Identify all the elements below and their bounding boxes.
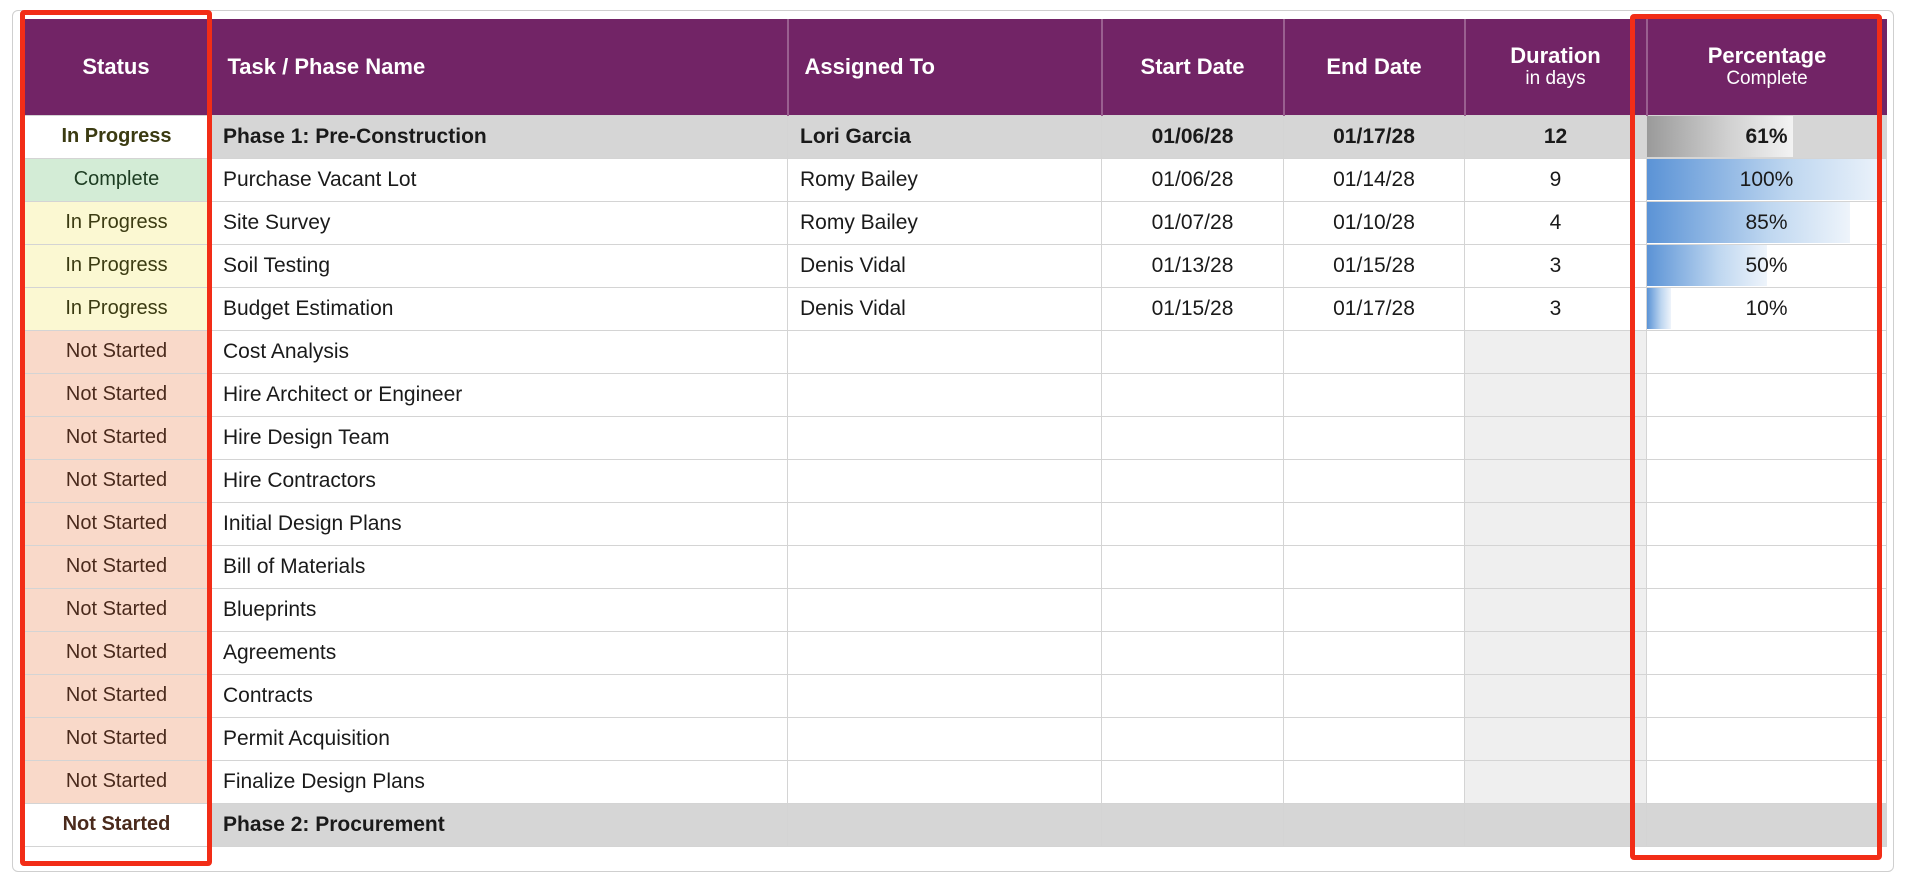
duration-cell[interactable]: 9 [1465, 158, 1647, 201]
percentage-complete-cell[interactable] [1647, 631, 1887, 674]
assigned-to-cell[interactable] [788, 545, 1102, 588]
status-badge[interactable]: In Progress [23, 287, 211, 330]
end-date-cell[interactable]: 01/17/28 [1284, 115, 1465, 158]
assigned-to-cell[interactable] [788, 631, 1102, 674]
task-name-cell[interactable]: Cost Analysis [211, 330, 788, 373]
assigned-to-cell[interactable]: Denis Vidal [788, 287, 1102, 330]
progress-bar-wrapper [1647, 116, 1886, 157]
table-body [23, 115, 1887, 846]
duration-cell[interactable] [1465, 674, 1647, 717]
start-date-cell[interactable] [1102, 674, 1284, 717]
progress-bar-wrapper [1647, 804, 1886, 845]
percentage-complete-cell[interactable] [1647, 330, 1887, 373]
assigned-to-cell[interactable] [788, 459, 1102, 502]
task-name-cell[interactable]: Site Survey [211, 201, 788, 244]
table-row [23, 803, 1887, 846]
assigned-to-cell[interactable] [788, 674, 1102, 717]
percentage-complete-cell[interactable] [1647, 674, 1887, 717]
table-row [23, 459, 1887, 502]
task-name-cell[interactable]: Phase 2: Procurement [211, 803, 788, 846]
assigned-to-cell[interactable] [788, 760, 1102, 803]
progress-bar-wrapper [1647, 718, 1886, 759]
progress-bar-wrapper [1647, 503, 1886, 544]
duration-cell[interactable] [1465, 373, 1647, 416]
start-date-cell[interactable] [1102, 803, 1284, 846]
start-date-cell[interactable]: 01/06/28 [1102, 115, 1284, 158]
end-date-cell[interactable] [1284, 502, 1465, 545]
start-date-cell[interactable] [1102, 373, 1284, 416]
end-date-cell[interactable] [1284, 459, 1465, 502]
percentage-complete-cell[interactable] [1647, 502, 1887, 545]
percentage-complete-cell[interactable] [1647, 760, 1887, 803]
progress-bar-wrapper [1647, 460, 1886, 501]
duration-cell[interactable] [1465, 803, 1647, 846]
percentage-complete-cell[interactable] [1647, 201, 1887, 244]
task-name-cell[interactable]: Hire Design Team [211, 416, 788, 459]
assigned-to-cell[interactable] [788, 717, 1102, 760]
project-plan-table-container [12, 10, 1894, 872]
task-name-cell[interactable]: Contracts [211, 674, 788, 717]
start-date-cell[interactable]: 01/06/28 [1102, 158, 1284, 201]
progress-label: 50% [1745, 253, 1788, 277]
task-name-cell[interactable]: Phase 1: Pre-Construction [211, 115, 788, 158]
start-date-cell[interactable] [1102, 588, 1284, 631]
assigned-to-cell[interactable] [788, 330, 1102, 373]
assigned-to-cell[interactable]: Romy Bailey [788, 201, 1102, 244]
percentage-complete-cell[interactable] [1647, 545, 1887, 588]
table-header [23, 19, 1887, 115]
status-badge[interactable]: Not Started [23, 631, 211, 674]
status-badge[interactable]: Not Started [23, 373, 211, 416]
progress-bar-wrapper [1647, 288, 1886, 329]
assigned-to-cell[interactable] [788, 588, 1102, 631]
status-badge[interactable]: In Progress [23, 244, 211, 287]
project-plan-table [22, 19, 1887, 847]
status-badge[interactable]: Not Started [23, 330, 211, 373]
start-date-cell[interactable] [1102, 631, 1284, 674]
progress-label: 10% [1745, 296, 1788, 320]
table-row [23, 717, 1887, 760]
percentage-complete-cell[interactable] [1647, 115, 1887, 158]
table-row [23, 545, 1887, 588]
percentage-complete-cell[interactable] [1647, 459, 1887, 502]
assigned-to-cell[interactable]: Lori Garcia [788, 115, 1102, 158]
duration-cell[interactable] [1465, 502, 1647, 545]
progress-bar-wrapper [1647, 589, 1886, 630]
status-badge[interactable]: Not Started [23, 545, 211, 588]
table-row [23, 760, 1887, 803]
status-badge[interactable]: In Progress [23, 201, 211, 244]
status-badge[interactable]: Not Started [23, 760, 211, 803]
task-name-cell[interactable]: Bill of Materials [211, 545, 788, 588]
progress-bar-wrapper [1647, 761, 1886, 802]
table-row [23, 158, 1887, 201]
percentage-complete-cell[interactable] [1647, 244, 1887, 287]
progress-label: 85% [1745, 210, 1788, 234]
status-badge[interactable]: Not Started [23, 717, 211, 760]
end-date-cell[interactable] [1284, 416, 1465, 459]
assigned-to-cell[interactable]: Romy Bailey [788, 158, 1102, 201]
end-date-cell[interactable] [1284, 760, 1465, 803]
end-date-cell[interactable] [1284, 545, 1465, 588]
progress-bar-wrapper [1647, 546, 1886, 587]
status-badge[interactable]: In Progress [23, 115, 211, 158]
end-date-cell[interactable]: 01/14/28 [1284, 158, 1465, 201]
column-header-percentage-complete[interactable]: Percentage Complete [1647, 19, 1887, 115]
end-date-cell[interactable] [1284, 717, 1465, 760]
status-badge[interactable]: Not Started [23, 588, 211, 631]
duration-cell[interactable] [1465, 330, 1647, 373]
start-date-cell[interactable]: 01/07/28 [1102, 201, 1284, 244]
end-date-cell[interactable]: 01/17/28 [1284, 287, 1465, 330]
duration-cell[interactable]: 12 [1465, 115, 1647, 158]
task-name-cell[interactable]: Hire Architect or Engineer [211, 373, 788, 416]
task-name-cell[interactable]: Purchase Vacant Lot [211, 158, 788, 201]
percentage-complete-cell[interactable] [1647, 287, 1887, 330]
column-header-start-date[interactable]: Start Date [1102, 19, 1284, 115]
table-row [23, 115, 1887, 158]
percentage-complete-cell[interactable] [1647, 373, 1887, 416]
header-row [23, 19, 1887, 115]
duration-cell[interactable] [1465, 760, 1647, 803]
progress-bar-wrapper [1647, 202, 1886, 243]
end-date-cell[interactable] [1284, 803, 1465, 846]
duration-cell[interactable] [1465, 459, 1647, 502]
task-name-cell[interactable]: Permit Acquisition [211, 717, 788, 760]
table-row [23, 287, 1887, 330]
start-date-cell[interactable] [1102, 717, 1284, 760]
start-date-cell[interactable] [1102, 760, 1284, 803]
status-badge[interactable]: Not Started [23, 803, 211, 846]
progress-bar-wrapper [1647, 632, 1886, 673]
table-row [23, 631, 1887, 674]
table-row [23, 201, 1887, 244]
end-date-cell[interactable] [1284, 373, 1465, 416]
percentage-complete-cell[interactable] [1647, 588, 1887, 631]
duration-cell[interactable]: 4 [1465, 201, 1647, 244]
start-date-cell[interactable] [1102, 459, 1284, 502]
column-header-task[interactable]: Task / Phase Name [211, 19, 788, 115]
status-badge[interactable]: Not Started [23, 459, 211, 502]
end-date-cell[interactable] [1284, 631, 1465, 674]
table-row [23, 416, 1887, 459]
percentage-complete-cell[interactable] [1647, 803, 1887, 846]
duration-cell[interactable] [1465, 545, 1647, 588]
duration-cell[interactable] [1465, 631, 1647, 674]
status-badge[interactable]: Not Started [23, 674, 211, 717]
progress-bar-wrapper [1647, 331, 1886, 372]
duration-cell[interactable] [1465, 717, 1647, 760]
start-date-cell[interactable]: 01/13/28 [1102, 244, 1284, 287]
table-row [23, 674, 1887, 717]
end-date-cell[interactable] [1284, 330, 1465, 373]
end-date-cell[interactable]: 01/15/28 [1284, 244, 1465, 287]
assigned-to-cell[interactable] [788, 416, 1102, 459]
progress-bar-wrapper [1647, 374, 1886, 415]
column-header-end-date[interactable]: End Date [1284, 19, 1465, 115]
assigned-to-cell[interactable] [788, 502, 1102, 545]
progress-label: 61% [1745, 124, 1788, 148]
table-row [23, 244, 1887, 287]
end-date-cell[interactable] [1284, 674, 1465, 717]
table-row [23, 330, 1887, 373]
task-name-cell[interactable]: Finalize Design Plans [211, 760, 788, 803]
status-badge[interactable]: Complete [23, 158, 211, 201]
progress-label: 100% [1739, 167, 1794, 191]
progress-bar-fill [1647, 288, 1671, 329]
assigned-to-cell[interactable] [788, 803, 1102, 846]
end-date-cell[interactable]: 01/10/28 [1284, 201, 1465, 244]
assigned-to-cell[interactable]: Denis Vidal [788, 244, 1102, 287]
end-date-cell[interactable] [1284, 588, 1465, 631]
status-badge[interactable]: Not Started [23, 416, 211, 459]
task-name-cell[interactable]: Hire Contractors [211, 459, 788, 502]
percentage-complete-cell[interactable] [1647, 717, 1887, 760]
assigned-to-cell[interactable] [788, 373, 1102, 416]
start-date-cell[interactable] [1102, 416, 1284, 459]
duration-cell[interactable]: 3 [1465, 244, 1647, 287]
task-name-cell[interactable]: Blueprints [211, 588, 788, 631]
column-header-status[interactable]: Status [23, 19, 211, 115]
task-name-cell[interactable]: Agreements [211, 631, 788, 674]
duration-cell[interactable]: 3 [1465, 287, 1647, 330]
percentage-complete-cell[interactable] [1647, 416, 1887, 459]
progress-bar-wrapper [1647, 417, 1886, 458]
table-row [23, 373, 1887, 416]
column-header-duration[interactable]: Duration in days [1465, 19, 1647, 115]
table-row [23, 502, 1887, 545]
start-date-cell[interactable]: 01/15/28 [1102, 287, 1284, 330]
task-name-cell[interactable]: Soil Testing [211, 244, 788, 287]
progress-bar-wrapper [1647, 159, 1886, 200]
start-date-cell[interactable] [1102, 545, 1284, 588]
duration-cell[interactable] [1465, 588, 1647, 631]
task-name-cell[interactable]: Budget Estimation [211, 287, 788, 330]
progress-bar-wrapper [1647, 675, 1886, 716]
task-name-cell[interactable]: Initial Design Plans [211, 502, 788, 545]
duration-cell[interactable] [1465, 416, 1647, 459]
column-header-assigned-to[interactable]: Assigned To [788, 19, 1102, 115]
progress-bar-wrapper [1647, 245, 1886, 286]
status-badge[interactable]: Not Started [23, 502, 211, 545]
start-date-cell[interactable] [1102, 330, 1284, 373]
table-row [23, 588, 1887, 631]
percentage-complete-cell[interactable] [1647, 158, 1887, 201]
start-date-cell[interactable] [1102, 502, 1284, 545]
